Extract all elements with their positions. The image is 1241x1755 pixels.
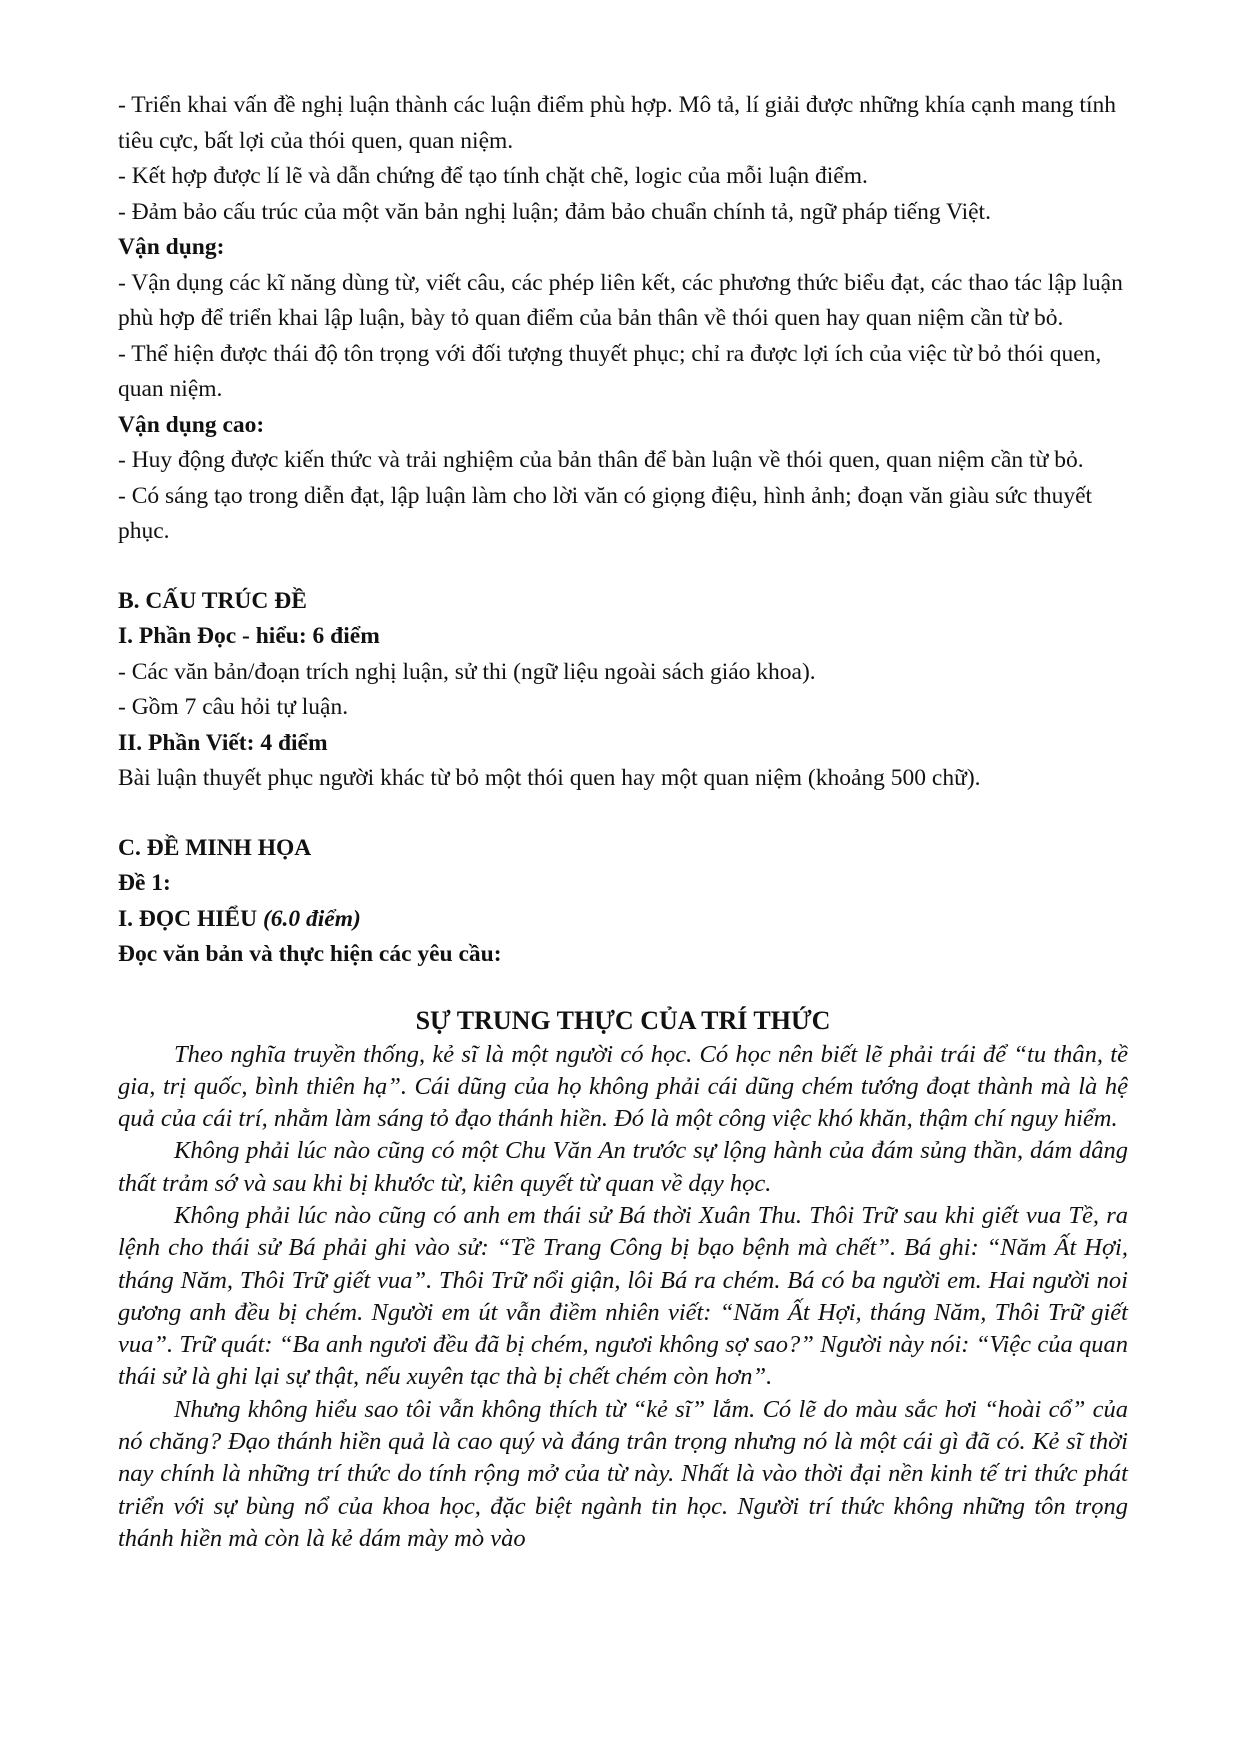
van-dung-line-2: - Thể hiện được thái độ tôn trọng với đối tượng thuyết phục; chỉ ra được lợi ích của việc từ bỏ thói quen, quan niệm. [118, 340, 1102, 402]
part2-text: Bài luận thuyết phục người khác từ bỏ một thói quen hay một quan niệm (khoảng 500 chữ). [118, 765, 981, 791]
document-page [118, 88, 1128, 1555]
part1-heading: I. Phần Đọc - hiểu: 6 điểm [118, 623, 380, 649]
spacer [118, 550, 1128, 584]
van-dung-heading: Vận dụng: [118, 234, 225, 260]
part1-line-1: - Các văn bản/đoạn trích nghị luận, sử thi (ngữ liệu ngoài sách giáo khoa). [118, 658, 816, 685]
spacer [118, 973, 1128, 1003]
van-dung-line-1: - Vận dụng các kĩ năng dùng từ, viết câu, các phép liên kết, các phương thức biểu đạt, các thao tác lập luận phù hợp để triển khai lập luận, bày tỏ quan điểm của bản thân về thói quen hay quan niệm cần từ bỏ. [118, 269, 1123, 331]
doc-hieu-points: (6.0 điểm) [262, 905, 361, 932]
passage-paragraph-4: Nhưng không hiểu sao tôi vẫn không thích từ “kẻ sĩ” lắm. Có lẽ do màu sắc hơi “hoài cổ” của nó chăng? Đạo thánh hiền quả là cao quý và đáng trân trọng nhưng nó là một cái gì đã có. Kẻ sĩ thời nay chính là những trí thức do tính rộng mở của từ này. Nhất là vào thời đại nền kinh tế tri thức phát triển với sự bùng nổ của khoa học, đặc biệt ngành tin học. Người trí thức không những tôn trọng thánh hiền mà còn là kẻ dám mày mò vào [118, 1395, 1128, 1552]
intro-line-2: - Kết hợp được lí lẽ và dẫn chứng để tạo tính chặt chẽ, logic của mỗi luận điểm. [118, 163, 868, 189]
passage-paragraph-3: Không phải lúc nào cũng có anh em thái sử Bá thời Xuân Thu. Thôi Trữ sau khi giết vua Tề, ra lệnh cho thái sử Bá phải ghi vào sử: “Tề Trang Công bị bạo bệnh mà chết”. Bá ghi: “Năm Ất Hợi, tháng Năm, Thôi Trữ giết vua”. Thôi Trữ nổi giận, lôi Bá ra chém. Bá có ba người em. Hai người noi gương anh đều bị chém. Người em út vẫn điềm nhiên viết: “Năm Ất Hợi, tháng Năm, Thôi Trữ giết vua”. Trữ quát: “Ba anh ngươi đều đã bị chém, ngươi không sợ sao?” Người này nói: “Việc của quan thái sử là ghi lại sự thật, nếu xuyên tạc thà bị chết chém còn hơn”. [118, 1201, 1128, 1391]
instruction: Đọc văn bản và thực hiện các yêu cầu: [118, 941, 502, 967]
minh-hoa-heading: C. ĐỀ MINH HỌA [118, 834, 312, 861]
van-dung-cao-heading: Vận dụng cao: [118, 411, 265, 438]
spacer [118, 797, 1128, 831]
part1-line-2: - Gồm 7 câu hỏi tự luận. [118, 694, 349, 720]
intro-line-3: - Đảm bảo cấu trúc của một văn bản nghị luận; đảm bảo chuẩn chính tả, ngữ pháp tiếng Việt. [118, 198, 991, 225]
doc-hieu-heading [118, 902, 1128, 938]
van-dung-cao-line-1: - Huy động được kiến thức và trải nghiệm của bản thân để bàn luận về thói quen, quan niệm cần từ bỏ. [118, 447, 1084, 473]
van-dung-cao-line-2: - Có sáng tạo trong diễn đạt, lập luận làm cho lời văn có giọng điệu, hình ảnh; đoạn văn giàu sức thuyết phục. [118, 482, 1093, 544]
passage-paragraph-1: Theo nghĩa truyền thống, kẻ sĩ là một người có học. Có học nên biết lẽ phải trái để “tu thân, tề gia, trị quốc, bình thiên hạ”. Cái dũng của họ không phải cái dũng chém tướng đoạt thành mà là hệ quả của cái trí, nhằm làm sáng tỏ đạo thánh hiền. Đó là một công việc khó khăn, thậm chí nguy hiểm. [118, 1040, 1128, 1133]
passage-paragraph-2: Không phải lúc nào cũng có một Chu Văn An trước sự lộng hành của đám sủng thần, dám dâng thất trảm sớ và sau khi bị khước từ, kiên quyết từ quan về dạy học. [118, 1137, 1128, 1197]
de-label: Đề 1: [118, 870, 171, 896]
cau-truc-heading: B. CẤU TRÚC ĐỀ [118, 587, 307, 614]
part2-heading: II. Phần Viết: 4 điểm [118, 729, 328, 756]
intro-line-1: - Triển khai vấn đề nghị luận thành các luận điểm phù hợp. Mô tả, lí giải được những khía cạnh mang tính tiêu cực, bất lợi của thói quen, quan niệm. [118, 92, 1116, 154]
passage-title: SỰ TRUNG THỰC CỦA TRÍ THỨC [415, 1005, 831, 1035]
doc-hieu-label: I. ĐỌC HIỂU [118, 905, 258, 932]
passage-body [118, 1039, 1128, 1556]
